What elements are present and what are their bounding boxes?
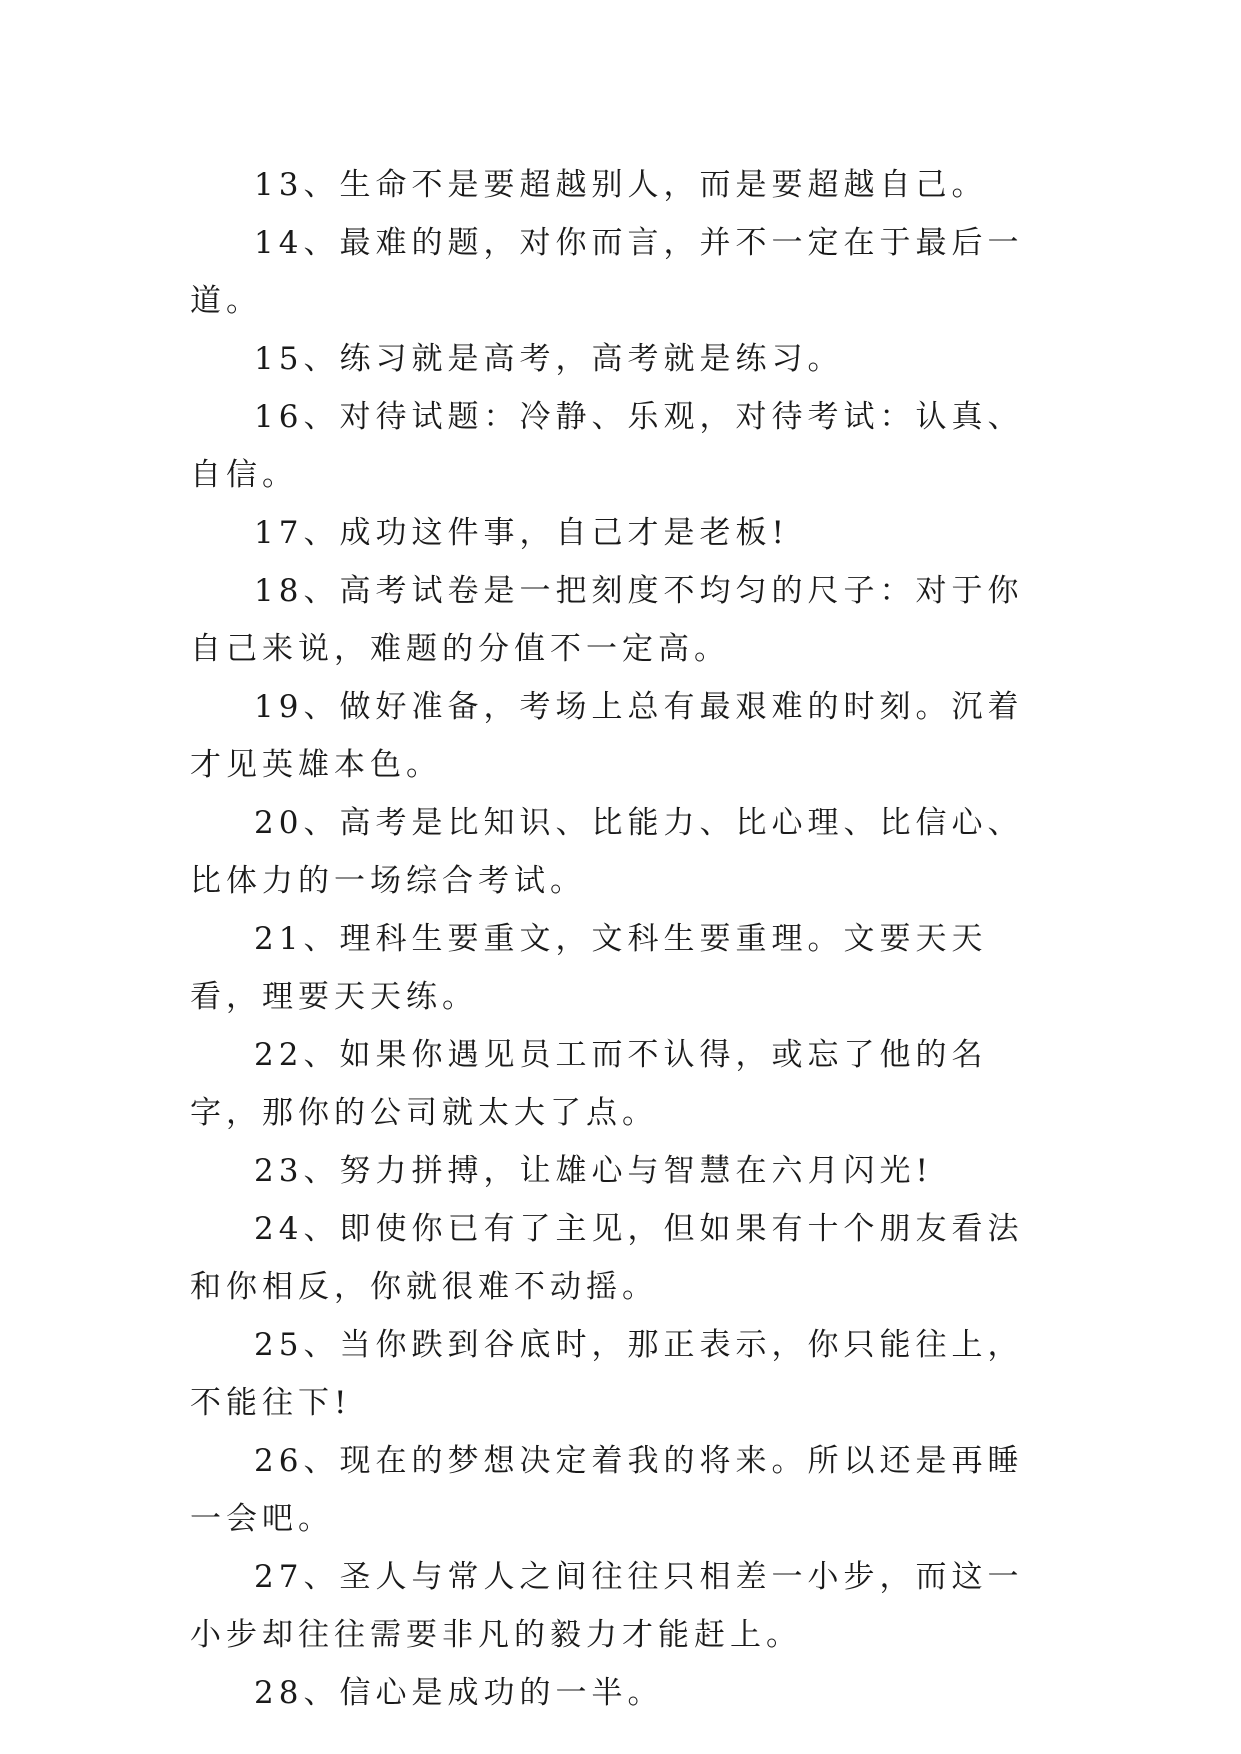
- document-body: [190, 156, 1050, 1722]
- list-item-17: 17、成功这件事，自己才是老板!: [254, 515, 789, 551]
- list-item-27: 27、圣人与常人之间往往只相差一小步，而这一小步却往往需要非凡的毅力才能赶上。: [190, 1559, 1024, 1653]
- list-item-18: 18、高考试卷是一把刻度不均匀的尺子：对于你自己来说，难题的分值不一定高。: [190, 573, 1024, 667]
- list-item-28: 28、信心是成功的一半。: [254, 1675, 664, 1711]
- list-item-23: 23、努力拼搏，让雄心与智慧在六月闪光!: [254, 1153, 933, 1189]
- list-item-20: 20、高考是比知识、比能力、比心理、比信心、比体力的一场综合考试。: [190, 805, 1024, 899]
- list-item-13: 13、生命不是要超越别人，而是要超越自己。: [254, 167, 988, 203]
- list-item-22: 22、如果你遇见员工而不认得，或忘了他的名字，那你的公司就太大了点。: [190, 1037, 988, 1131]
- list-item-24: 24、即使你已有了主见，但如果有十个朋友看法和你相反，你就很难不动摇。: [190, 1211, 1024, 1305]
- list-item-15: 15、练习就是高考，高考就是练习。: [254, 341, 844, 377]
- list-item-25: 25、当你跌到谷底时，那正表示，你只能往上，不能往下!: [190, 1327, 1024, 1421]
- list-item-26: 26、现在的梦想决定着我的将来。所以还是再睡一会吧。: [190, 1443, 1024, 1537]
- list-item-19: 19、做好准备，考场上总有最艰难的时刻。沉着才见英雄本色。: [190, 689, 1024, 783]
- list-item-16: 16、对待试题：冷静、乐观，对待考试：认真、自信。: [190, 399, 1024, 493]
- list-item-21: 21、理科生要重文，文科生要重理。文要天天看，理要天天练。: [190, 921, 988, 1015]
- list-item-14: 14、最难的题，对你而言，并不一定在于最后一道。: [190, 225, 1024, 319]
